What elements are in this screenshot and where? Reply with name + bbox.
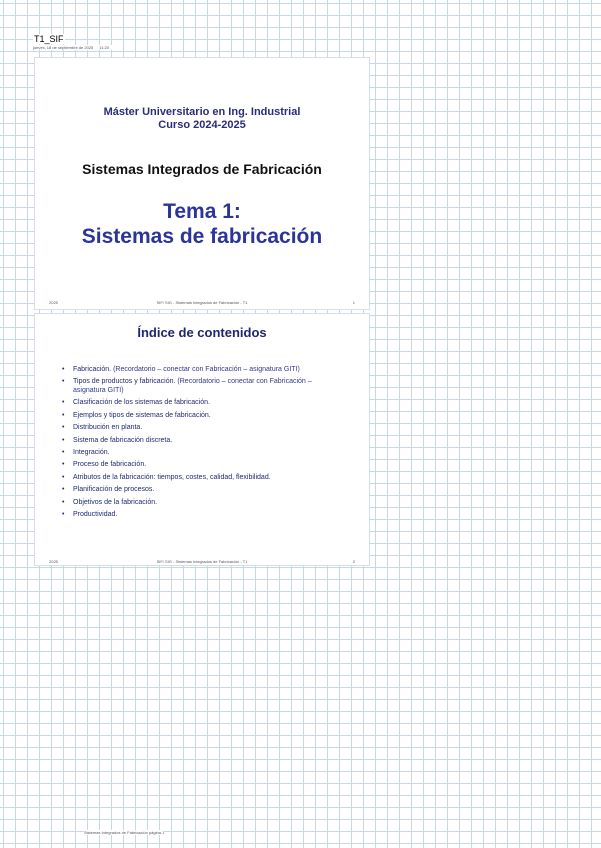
toc-item (59, 449, 345, 458)
slide-tema-number: Tema 1: (163, 200, 241, 223)
bullet-icon: • (62, 399, 65, 407)
bullet-icon: • (62, 378, 65, 386)
slide-subject: Sistemas Integrados de Fabricación (82, 161, 322, 177)
toc-item-text: Sistema de fabricación discreta. (73, 436, 173, 444)
footer-left: 2025 (49, 559, 58, 564)
slide-2[interactable] (34, 313, 370, 566)
toc-item (59, 399, 345, 408)
bullet-icon: • (62, 473, 65, 481)
toc-item (59, 499, 345, 508)
table-of-contents (59, 366, 345, 523)
toc-item (59, 486, 345, 495)
toc-item (59, 511, 345, 520)
bullet-icon: • (62, 448, 65, 456)
toc-item-text: Productividad. (73, 510, 118, 518)
footer-center: SIF/ SIG - Sistemas Integrados de Fabricación - T1 (156, 559, 248, 564)
bullet-icon: • (62, 366, 65, 373)
slide-course: Curso 2024-2025 (158, 119, 246, 131)
toc-item (59, 378, 345, 395)
toc-item-text: Atributos de la fabricación: tiempos, costes, calidad, flexibilidad. (73, 473, 271, 481)
toc-item-text: Fabricación. (73, 366, 112, 373)
toc-item-text: Objetivos de la fabricación. (73, 498, 158, 506)
index-title: Índice de contenidos (137, 325, 267, 340)
bullet-icon: • (62, 498, 65, 506)
toc-item (59, 424, 345, 433)
slide-1[interactable] (34, 57, 370, 310)
toc-item (59, 461, 345, 470)
bullet-icon: • (62, 424, 65, 432)
toc-item (59, 474, 345, 483)
toc-item-note: (Recordatorio – conectar con Fabricación – asignatura GITI) (111, 366, 300, 373)
page-footer: Sistemas Integrados de Fabricación página 1 (84, 830, 165, 835)
footer-page-number: 1 (352, 300, 355, 305)
toc-item (59, 437, 345, 446)
note-title[interactable]: T1_SIF (34, 34, 64, 44)
toc-item-text: Planificación de procesos. (73, 486, 155, 494)
slide-tema-title: Sistemas de fabricación (81, 225, 323, 248)
bullet-icon: • (62, 461, 65, 469)
note-date-text: jueves, 18 de septiembre de 2025 (33, 45, 94, 50)
note-date (33, 45, 115, 50)
toc-item-text: Distribución en planta. (73, 424, 143, 432)
bullet-icon: • (62, 486, 65, 494)
bullet-icon: • (62, 510, 65, 518)
toc-item-note: (Recordatorio – conectar con Fabricación – asignatura GITI) (73, 378, 312, 394)
toc-item (59, 366, 345, 375)
toc-item-text: Tipos de productos y fabricación. (73, 378, 176, 386)
toc-item-text: Clasificación de los sistemas de fabricación. (73, 399, 210, 407)
footer-page-number: 2 (352, 559, 355, 564)
slide-master-title: Máster Universitario en Ing. Industrial (103, 106, 301, 118)
note-time-text: 11:20 (99, 45, 109, 50)
bullet-icon: • (62, 411, 65, 419)
footer-center: SIF/ SIG - Sistemas Integrados de Fabricación - T1 (156, 300, 248, 305)
toc-item-text: Ejemplos y tipos de sistemas de fabricación. (73, 411, 211, 419)
bullet-icon: • (62, 436, 65, 444)
toc-item-text: Proceso de fabricación. (73, 461, 147, 469)
toc-item-text: Integración. (73, 448, 110, 456)
toc-item (59, 412, 345, 421)
footer-left: 2025 (49, 300, 58, 305)
